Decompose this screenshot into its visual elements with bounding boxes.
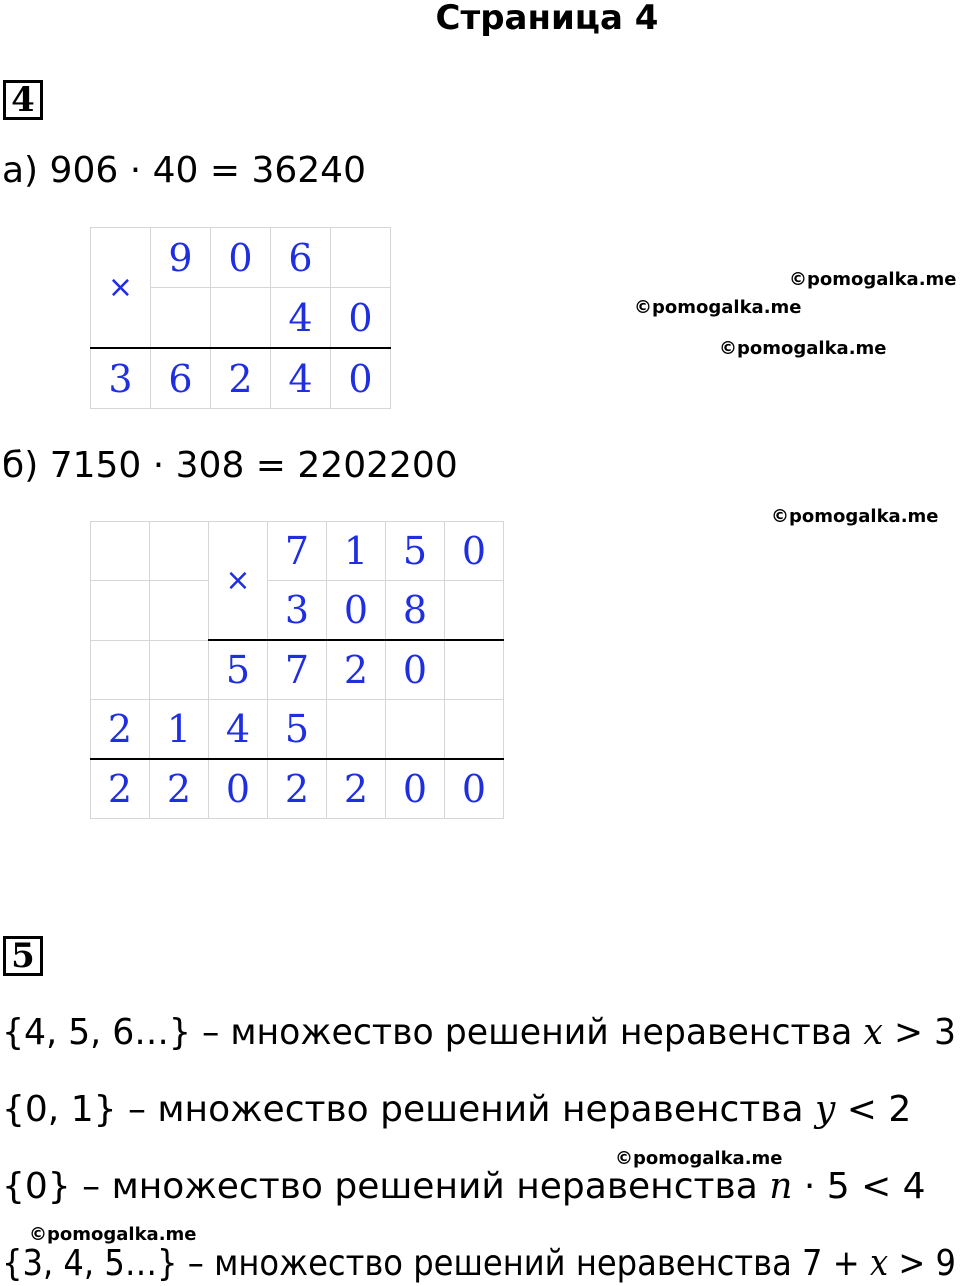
- grid-cell: 2: [150, 759, 209, 819]
- grid-cell: 5: [268, 700, 327, 760]
- grid-cell: 8: [386, 581, 445, 641]
- grid-cell: 0: [211, 228, 271, 288]
- inequality-rest: · 5 < 4: [792, 1166, 926, 1207]
- grid-cell: 7: [268, 640, 327, 700]
- grid-cell: [150, 522, 209, 581]
- watermark: ©pomogalka.me: [615, 1148, 783, 1169]
- page-title: Страница 4: [435, 0, 659, 38]
- variable: n: [769, 1166, 793, 1207]
- grid-cell: 2: [91, 759, 150, 819]
- grid-cell: 3: [268, 581, 327, 641]
- statement-4: [2, 1243, 956, 1284]
- grid-cell: 4: [271, 288, 331, 349]
- grid-cell: 0: [386, 640, 445, 700]
- solution-set: {0, 1}: [2, 1089, 117, 1130]
- grid-cell: 3: [91, 348, 151, 409]
- grid-cell: 0: [327, 581, 386, 641]
- grid-cell: 2: [327, 640, 386, 700]
- grid-cell: [386, 700, 445, 760]
- grid-cell: 0: [331, 288, 391, 349]
- multiplication-grid-b: [90, 521, 504, 819]
- statement-2: [2, 1089, 911, 1130]
- multiply-sign: ×: [209, 522, 268, 641]
- statement-text: – множество решений неравенства 7 +: [177, 1243, 870, 1284]
- grid-cell: 4: [271, 348, 331, 409]
- grid-cell: 4: [209, 700, 268, 760]
- equation-b: б) 7150 · 308 = 2202200: [2, 445, 458, 486]
- equation-a: а) 906 · 40 = 36240: [2, 150, 366, 191]
- grid-cell: [211, 288, 271, 349]
- grid-cell: 9: [151, 228, 211, 288]
- grid-cell: [331, 228, 391, 288]
- statement-text: – множество решений неравенства: [70, 1166, 770, 1207]
- grid-cell: 1: [327, 522, 386, 581]
- grid-cell: 0: [445, 522, 504, 581]
- grid-cell: 6: [271, 228, 331, 288]
- solution-set: {4, 5, 6…}: [2, 1012, 191, 1053]
- inequality-rest: > 3: [882, 1012, 957, 1053]
- variable: x: [863, 1012, 883, 1053]
- grid-cell: [91, 522, 150, 581]
- grid-cell: 0: [209, 759, 268, 819]
- watermark: ©pomogalka.me: [789, 269, 957, 290]
- grid-cell: [91, 640, 150, 700]
- task-4-number: 4: [3, 80, 43, 120]
- grid-cell: [150, 640, 209, 700]
- statement-text: – множество решений неравенства: [190, 1012, 864, 1053]
- grid-cell: [91, 581, 150, 641]
- inequality-rest: > 9: [888, 1243, 957, 1284]
- grid-cell: 2: [268, 759, 327, 819]
- grid-cell: 2: [211, 348, 271, 409]
- grid-cell: 1: [150, 700, 209, 760]
- statement-3: [2, 1166, 926, 1207]
- grid-cell: [445, 581, 504, 641]
- grid-cell: 0: [331, 348, 391, 409]
- grid-cell: [445, 640, 504, 700]
- grid-cell: [327, 700, 386, 760]
- task-5-number: 5: [3, 936, 43, 976]
- grid-cell: [150, 581, 209, 641]
- solution-set: {3, 4, 5…}: [2, 1243, 178, 1284]
- grid-cell: 5: [386, 522, 445, 581]
- grid-cell: [151, 288, 211, 349]
- grid-cell: 2: [91, 700, 150, 760]
- watermark: ©pomogalka.me: [719, 338, 887, 359]
- watermark: ©pomogalka.me: [29, 1224, 197, 1245]
- grid-cell: 5: [209, 640, 268, 700]
- grid-cell: 7: [268, 522, 327, 581]
- watermark: ©pomogalka.me: [634, 297, 802, 318]
- grid-cell: 2: [327, 759, 386, 819]
- multiplication-grid-a: [90, 227, 391, 409]
- grid-cell: [445, 700, 504, 760]
- variable: x: [869, 1243, 889, 1284]
- statement-1: [2, 1012, 956, 1053]
- variable: y: [815, 1089, 836, 1130]
- grid-cell: 0: [445, 759, 504, 819]
- solution-set: {0}: [2, 1166, 71, 1207]
- multiply-sign: ×: [91, 228, 151, 349]
- inequality-rest: < 2: [835, 1089, 912, 1130]
- watermark: ©pomogalka.me: [771, 506, 939, 527]
- grid-cell: 0: [386, 759, 445, 819]
- statement-text: – множество решений неравенства: [116, 1089, 815, 1130]
- grid-cell: 6: [151, 348, 211, 409]
